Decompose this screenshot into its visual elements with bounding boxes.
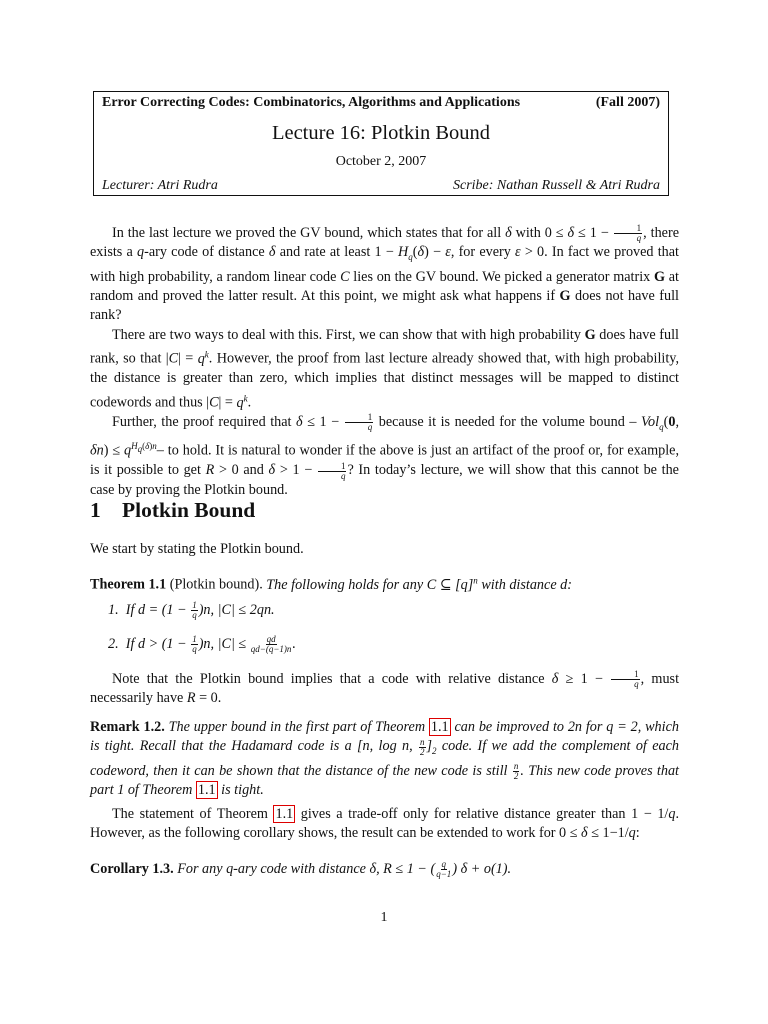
section-number: 1 — [90, 498, 101, 522]
header-row-people — [102, 178, 660, 194]
corollary-label: Corollary 1.3. — [90, 861, 174, 877]
lecture-date: October 2, 2007 — [335, 154, 427, 169]
paragraph-full-rank: There are two ways to deal with this. First, we can show that with high probability G does have full rank, so that $|C| = q^k$. However, the proof from last lecture already showed that, with high probability, the distance is greater than zero, which implies that distinct messages will be mapped to distinct codewords and thus $|C| = q^k$. — [90, 326, 680, 411]
theorem-ref-link[interactable]: 1.1 — [430, 719, 449, 735]
lecturer: Lecturer: Atri Rudra — [102, 178, 218, 193]
theorem-label: Theorem 1.1 — [90, 576, 167, 593]
header-box — [93, 91, 669, 196]
paragraph-tradeoff: The statement of Theorem 1.1 gives a trade-off only for relative distance greater than 1 − 1/q. However, as the following corollary shows, the result can be extended to work for 0 ≤ δ ≤ 1−1/q: — [90, 806, 679, 842]
paragraph-note: Note that the Plotkin bound implies that a code with relative distance δ ≥ 1 − $\frac{1}{q}$ , must necessarily have R = 0. — [90, 669, 680, 707]
theorem-ref-link[interactable]: 1.1 — [275, 806, 294, 822]
theorem-ref-link[interactable]: 1.1 — [197, 782, 216, 799]
corollary-1-3: Corollary 1.3. For any q-ary code with distance δ, R ≤ 1 − ( $\frac{q}{q-1}$ ) δ + o(1). — [90, 859, 512, 880]
theorem-name: (Plotkin bound). — [169, 576, 263, 593]
intro-paragraphs — [90, 224, 679, 500]
remark-1-2: Remark 1.2. The upper bound in the first part of Theorem 1.1 can be improved to 2n for q = 2, which is tight. Recall that the Hadamard code is a [n, log n, $\frac{n}{2}$ ]$_2$ code. If we add the complement of each codeword, then it can be shown that the distance of the new code is still $\frac{n}{2}$ . This new code proves that part 1 of Theorem 1.1 is tight. — [90, 719, 680, 799]
lecture-title: Lecture 16: Plotkin Bound — [271, 122, 491, 144]
remark-label: Remark 1.2. — [90, 719, 165, 735]
header-row-course — [102, 95, 660, 111]
theorem-item-2: 2. If d > (1 − $\frac{1}{q}$ )n, |C| ≤ $\frac{qd}{qd-(q-1)n}$ . — [108, 634, 296, 654]
section-heading — [90, 498, 255, 523]
course-term: (Fall 2007) — [595, 95, 660, 110]
course-title: Error Correcting Codes: Combinatorics, Algorithms and Applications — [102, 95, 521, 110]
paragraph-gv-bound: In the last lecture we proved the GV bound, which states that for all δ with 0 ≤ δ ≤ 1 − $\frac{1}{q}$ , there exists a q-ary code of distance δ and rate at least $1 - H_q(\delta) - \varepsilon$, for every ε > 0. In fact we proved that with high probability, a random linear code C lies on the GV bound. We picked a generator matrix G at random and proved the latter result. At this point, we might ask what happens if G does not have full rank? — [90, 223, 680, 324]
section-title: Plotkin Bound — [122, 498, 256, 522]
paragraph-start: We start by stating the Plotkin bound. — [90, 541, 304, 557]
scribe: Scribe: Nathan Russell & Atri Rudra — [452, 178, 660, 193]
theorem-item-1: 1. If d = (1 − $\frac{1}{q}$ )n, |C| ≤ 2qn. — [108, 600, 275, 620]
page-number: 1 — [380, 910, 388, 925]
theorem-1-1: Theorem 1.1 (Plotkin bound). The following holds for any C ⊆ $[q]^n$ with distance d: — [90, 575, 572, 593]
paragraph-volume-bound: Further, the proof required that δ ≤ 1 − $\frac{1}{q}$ because it is needed for the volume bound – Vol$_q$(0, $\delta n) \le q^{H_q(\delta)n}-$ to hold. It is natural to wonder if the above is just an artifact of the proof or, for example, is it possible to get R > 0 and δ > 1 − $\frac{1}{q}$ ? In today’s lecture, we will show that this cannot be the case by proving the Plotkin bound. — [90, 412, 679, 498]
